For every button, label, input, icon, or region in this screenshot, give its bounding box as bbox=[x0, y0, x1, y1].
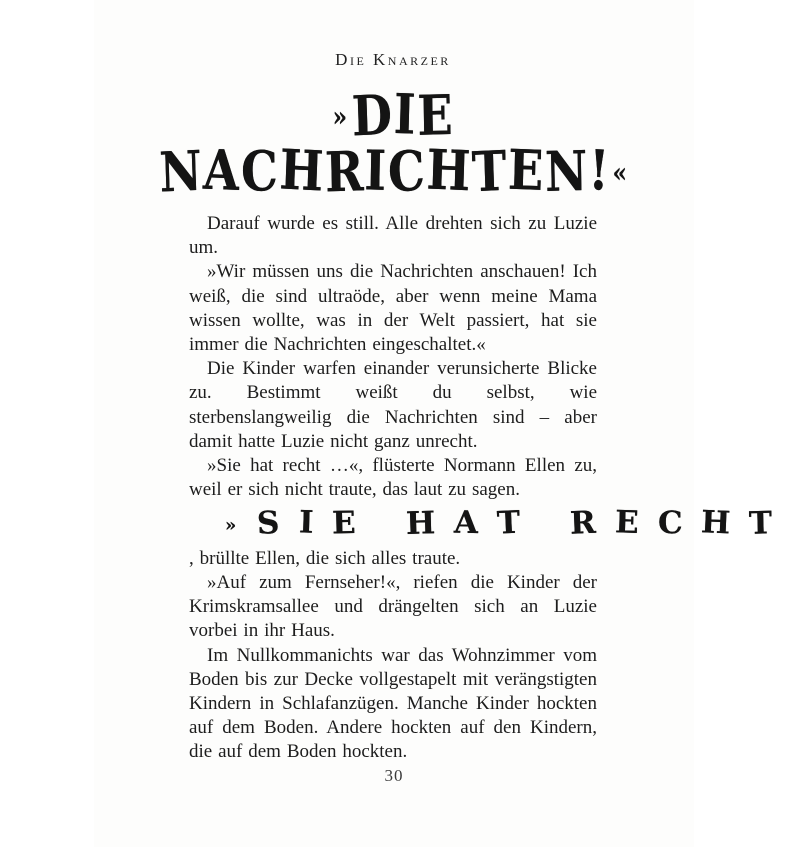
paragraph-3: Die Kinder warfen einander verunsicherte Blicke zu. Bestimmt weißt du selbst, wie sterbenslangweilig die Nachrichten sind – aber damit hatte Luzie nicht ganz unrecht. bbox=[189, 358, 597, 452]
display-quote-text: S I E H A T R E C H T bbox=[256, 504, 775, 543]
chapter-heading-line-2 bbox=[109, 136, 677, 205]
inline-display-quote bbox=[207, 502, 788, 546]
heading-word-nachrichten: NACHRICHTEN! bbox=[158, 136, 612, 205]
heading-word-die: DIE bbox=[350, 80, 455, 149]
paragraph-5-continuation: , brüllte Ellen, die sich alles traute. bbox=[189, 547, 461, 569]
paragraph-6: »Auf zum Fernseher!«, riefen die Kinder der Krimskramsallee und drängelten sich an Luzie vorbei in ihr Haus. bbox=[189, 571, 597, 642]
running-header: Die Knarzer bbox=[335, 50, 451, 69]
opening-guillemet: » bbox=[332, 101, 347, 134]
paragraph-4: »Sie hat recht …«, flüsterte Normann Ellen zu, weil er sich nicht traute, das laut zu sagen. bbox=[189, 455, 597, 501]
paragraph-7: Im Nullkommanichts war das Wohnzimmer vom Boden bis zur Decke vollgestapelt mit verängstigten Kindern in Schlafanzügen. Manche Kinder hockten auf dem Boden. Andere hockten auf den Kindern, die auf dem Boden hockten. bbox=[189, 644, 597, 763]
chapter-heading bbox=[109, 80, 677, 205]
closing-guillemet: « bbox=[612, 157, 627, 190]
paragraph-5 bbox=[189, 502, 775, 571]
page-number: 30 bbox=[384, 766, 404, 785]
paragraph-2: »Wir müssen uns die Nachrichten anschauen! Ich weiß, die sind ultraöde, aber wenn meine Mama wissen wollte, was in der Welt passiert, hat sie immer die Nachrichten eingeschaltet.« bbox=[189, 261, 597, 356]
book-page bbox=[94, 0, 775, 847]
paragraph-1: Darauf wurde es still. Alle drehten sich zu Luzie um. bbox=[189, 213, 597, 259]
body-text bbox=[189, 212, 775, 765]
opening-guillemet: » bbox=[225, 514, 237, 536]
heading-line-2-scaled bbox=[158, 136, 627, 205]
heading-line-1-scaled bbox=[332, 80, 455, 149]
